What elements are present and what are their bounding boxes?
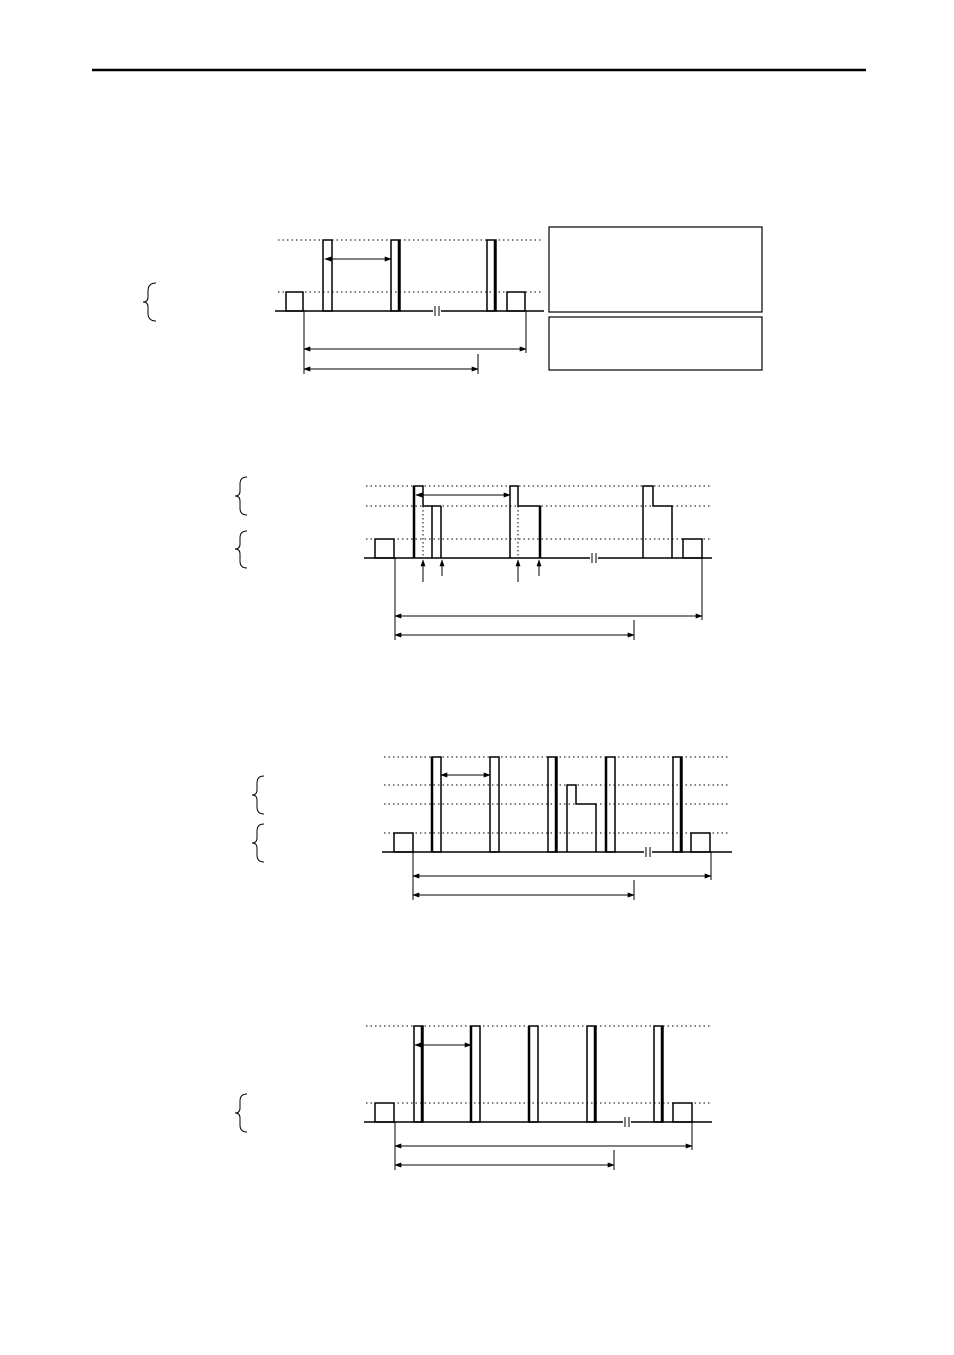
high-pulse <box>432 757 441 852</box>
stepped-pulse <box>510 486 540 558</box>
low-pulse <box>673 1103 692 1122</box>
low-pulse <box>683 539 702 558</box>
level-brace <box>235 477 247 515</box>
stepped-pulse <box>567 785 596 852</box>
level-brace <box>252 824 264 862</box>
high-pulse <box>323 240 332 311</box>
stepped-pulse <box>643 486 672 558</box>
level-brace <box>252 776 264 814</box>
level-brace <box>143 283 156 321</box>
low-pulse <box>375 539 394 558</box>
waveform-diagram-1 <box>143 227 762 374</box>
low-pulse <box>375 1103 394 1122</box>
low-pulse <box>507 292 525 311</box>
low-pulse <box>394 833 413 852</box>
waveform-diagram-4 <box>235 1026 712 1170</box>
waveform-diagram-2 <box>235 477 712 640</box>
level-brace <box>235 1094 247 1132</box>
waveform-diagram-3 <box>252 757 732 900</box>
high-pulse <box>471 1026 480 1122</box>
high-pulse <box>529 1026 538 1122</box>
low-pulse <box>286 292 303 311</box>
low-pulse <box>691 833 710 852</box>
label-box-bottom <box>549 317 762 370</box>
level-brace <box>235 531 247 568</box>
label-box-top <box>549 227 762 312</box>
